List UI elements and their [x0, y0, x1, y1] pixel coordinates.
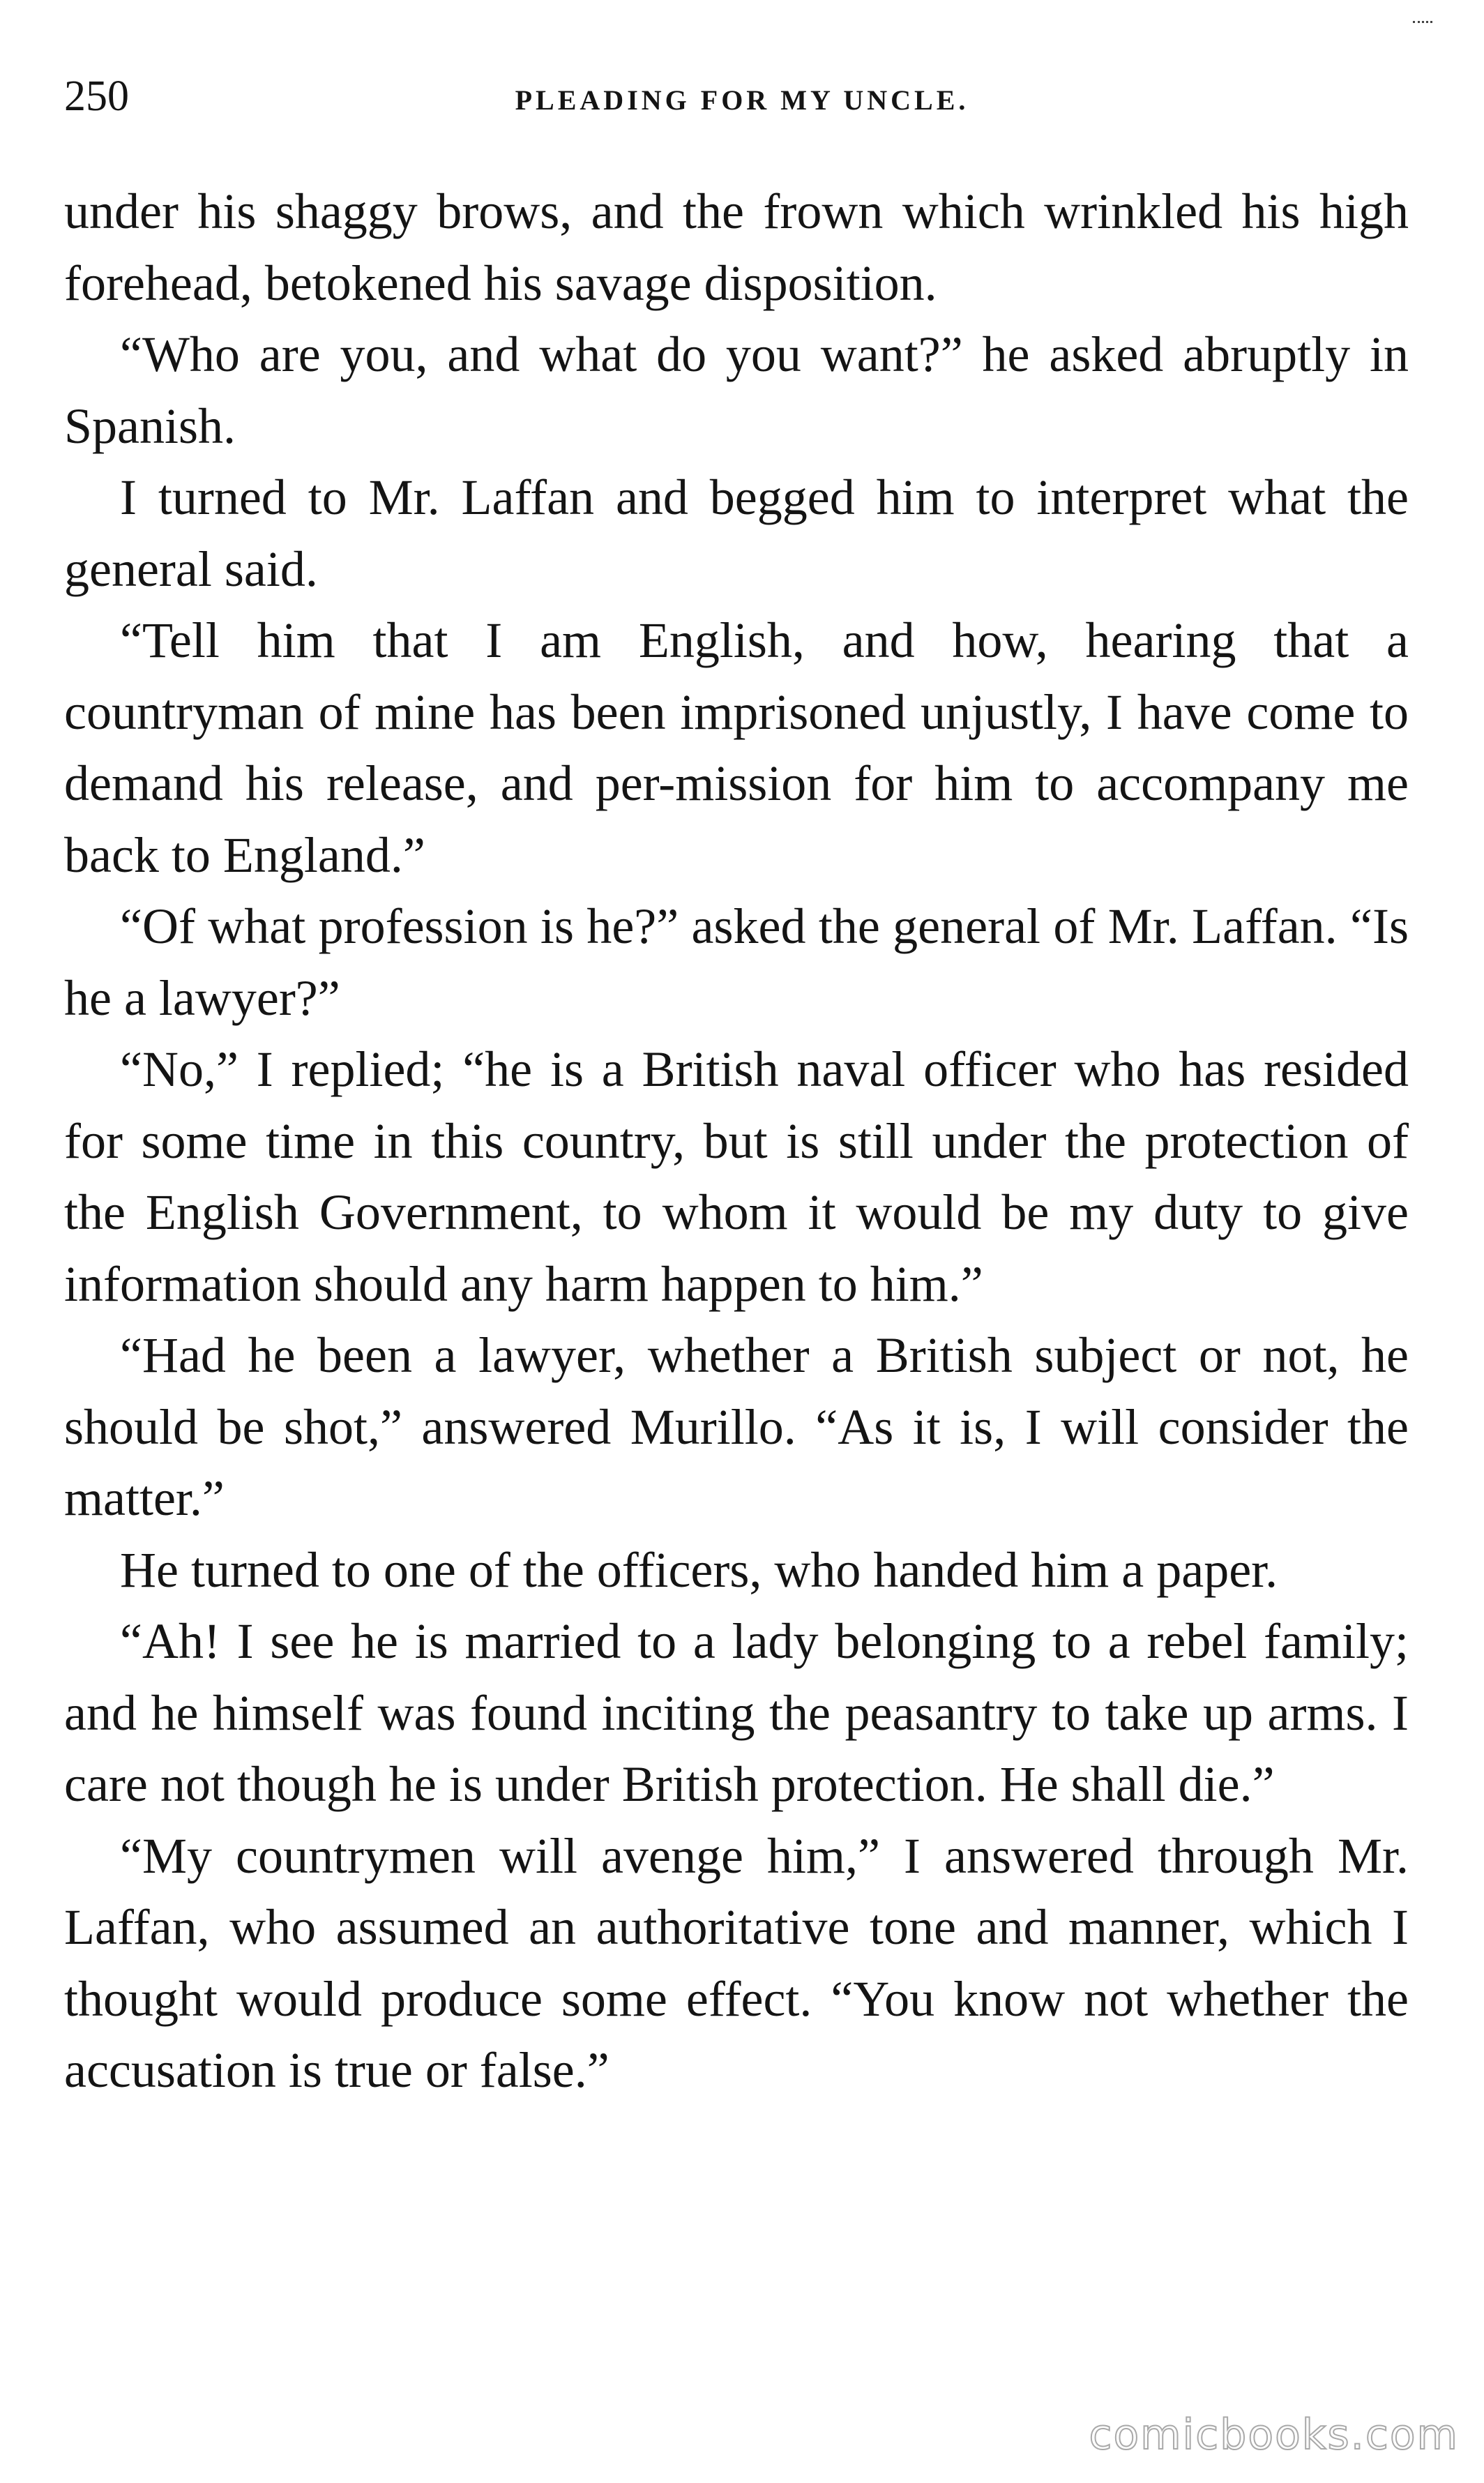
paragraph: “Tell him that I am English, and how, hearing that a countryman of mine has been imprisoned unjustly, I have come to demand his release, and per-mission for him to accompany me back to England.”: [64, 612, 1409, 883]
paragraph: “Ah! I see he is married to a lady belonging to a rebel family; and he himself was found inciting the peasantry to take up arms. I care not though he is under British protection. He shall die.”: [64, 1613, 1409, 1812]
body-text: [64, 176, 1409, 2106]
paragraph: “Had he been a lawyer, whether a British subject or not, he should be shot,” answered Murillo. “As it is, I will consider the matter.”: [64, 1327, 1409, 1526]
paragraph: under his shaggy brows, and the frown which wrinkled his high forehead, betokened his savage disposition.: [64, 183, 1409, 311]
page-number: 250: [64, 73, 129, 120]
paragraph: I turned to Mr. Laffan and begged him to interpret what the general said.: [64, 469, 1409, 597]
paragraph: “Of what profession is he?” asked the general of Mr. Laffan. “Is he a lawyer?”: [64, 898, 1409, 1026]
running-head: [64, 68, 1420, 124]
watermark: comicbooks.com: [1089, 2410, 1459, 2459]
paragraph: “My countrymen will avenge him,” I answered through Mr. Laffan, who assumed an authoritative tone and manner, which I thought would produce some effect. “You know not whether the accusation is true or false.”: [64, 1827, 1409, 2098]
paragraph: “No,” I replied; “he is a British naval officer who has resided for some time in this country, but is still under the protection of the English Government, to whom it would be my duty to give information should any harm happen to him.”: [64, 1041, 1409, 1312]
running-title: PLEADING FOR MY UNCLE.: [515, 84, 969, 116]
paragraph: “Who are you, and what do you want?” he asked abruptly in Spanish.: [64, 326, 1409, 454]
paragraph: He turned to one of the officers, who handed him a paper.: [120, 1541, 1278, 1598]
corner-mark: [1413, 21, 1432, 26]
